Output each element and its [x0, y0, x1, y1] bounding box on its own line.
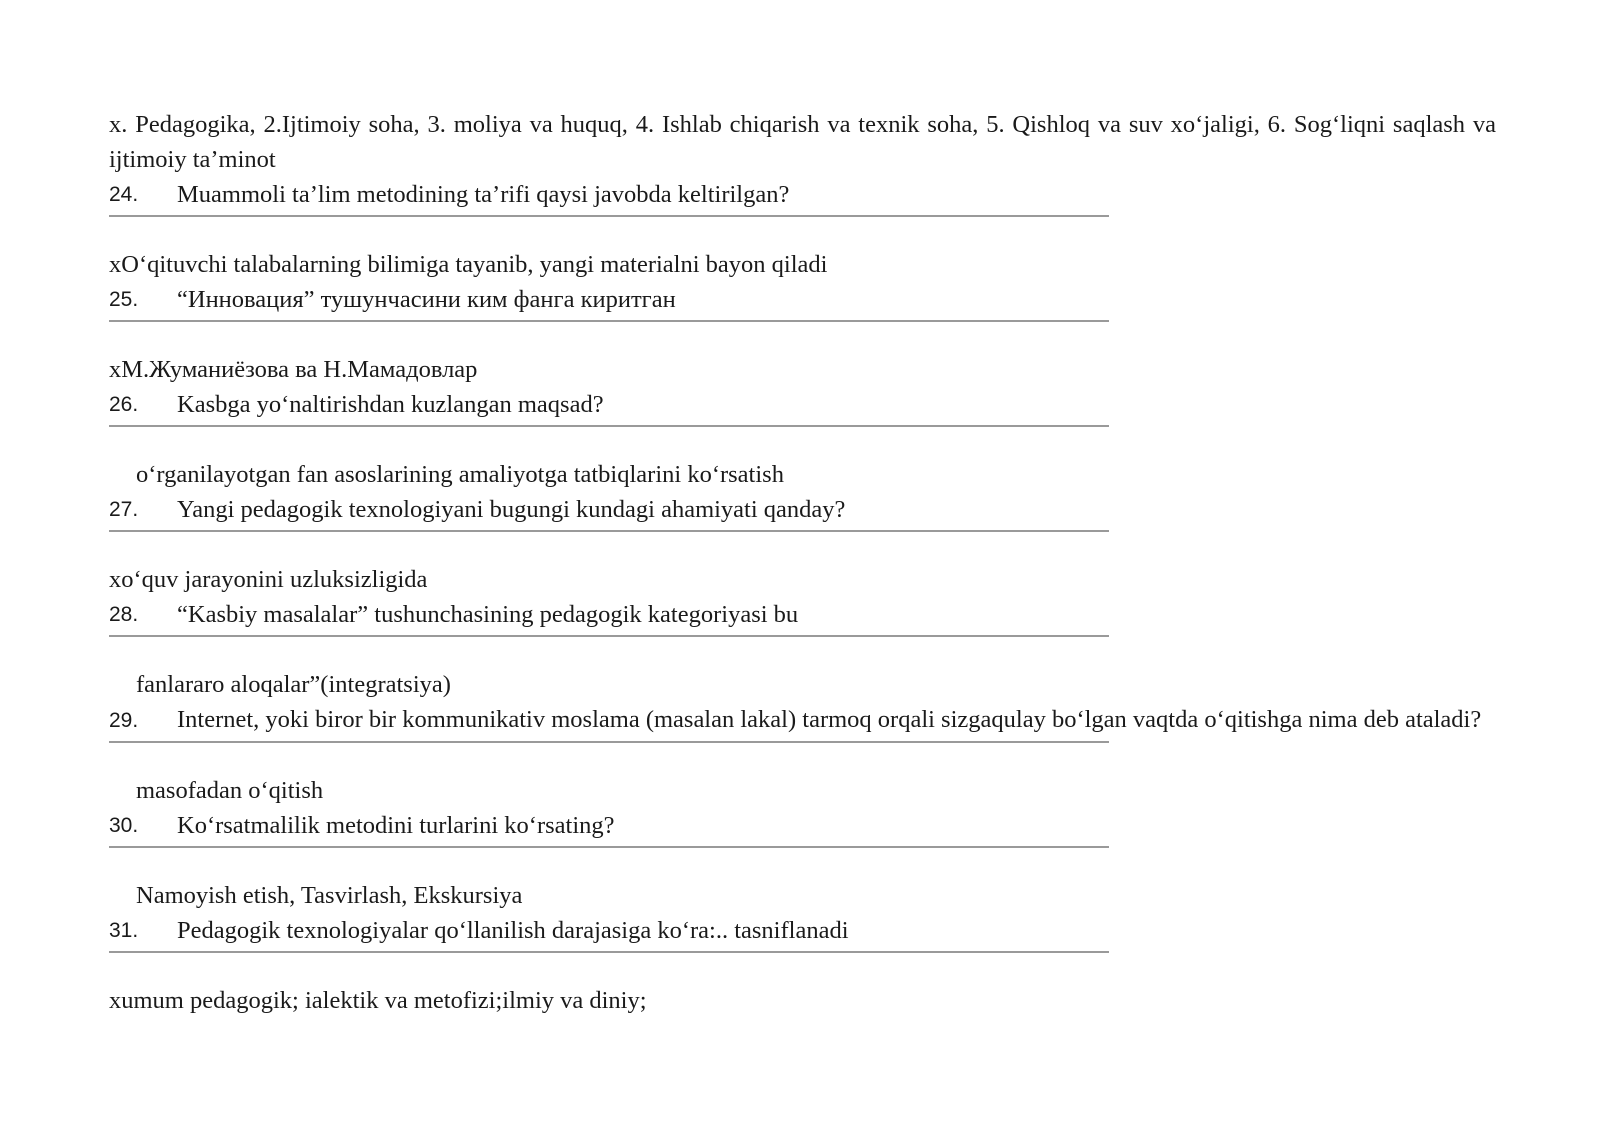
question-text: “Kasbiy masalalar” tushunchasining pedagogik kategoriyasi bu — [177, 601, 799, 628]
question-number: 29. — [109, 709, 139, 732]
question-text: Kasbga yo‘naltirishdan kuzlangan maqsad? — [177, 391, 604, 418]
question-number: 26. — [109, 393, 139, 416]
answer-divider — [109, 215, 1109, 217]
question-text: Ko‘rsatmalilik metodini turlarini ko‘rsating? — [177, 812, 615, 839]
question-text: Yangi pedagogik texnologiyani bugungi kundagi ahamiyati qanday? — [177, 496, 846, 523]
question-number: 28. — [109, 603, 139, 626]
answer-28: fanlararo aloqalar”(integratsiya) — [136, 671, 451, 698]
question-number: 24. — [109, 183, 139, 206]
question-30 — [109, 808, 1496, 843]
answer-24: xO‘qituvchi talabalarning bilimiga tayanib, yangi materialni bayon qiladi — [109, 251, 828, 278]
question-31 — [109, 913, 1496, 948]
question-26 — [109, 387, 1496, 422]
intro-paragraph: x. Pedagogika, 2.Ijtimoiy soha, 3. moliya va huquq, 4. Ishlab chiqarish va texnik soha, 5. Qishloq va suv xo‘jaligi, 6. Sog‘liqni saqlash va ijtimoiy ta’minot — [109, 111, 1496, 173]
document-page — [109, 107, 1496, 1018]
answer-divider — [109, 846, 1109, 848]
answer-26: o‘rganilayotgan fan asoslarining amaliyotga tatbiqlarini ko‘rsatish — [136, 461, 784, 488]
question-text: “Инновация” тушунчасини ким фанга киритган — [177, 286, 676, 313]
answer-31: xumum pedagogik; ialektik va metofizi;ilmiy va diniy; — [109, 987, 647, 1014]
answer-divider — [109, 635, 1109, 637]
answer-30: Namoyish etish, Tasvirlash, Ekskursiya — [136, 882, 523, 909]
question-number: 27. — [109, 498, 139, 521]
question-number: 30. — [109, 814, 139, 837]
question-24 — [109, 177, 1496, 212]
answer-divider — [109, 741, 1109, 743]
question-text: Muammoli ta’lim metodining ta’rifi qaysi javobda keltirilgan? — [177, 181, 790, 208]
question-text: Internet, yoki biror bir kommunikativ moslama (masalan lakal) tarmoq orqali sizgaqulay bo‘lgan vaqtda o‘qitishga nima deb ataladi? — [177, 706, 1482, 733]
answer-divider — [109, 320, 1109, 322]
answer-25: xМ.Жуманиёзова ва Н.Мамадовлар — [109, 356, 478, 383]
answer-27: xo‘quv jarayonini uzluksizligida — [109, 566, 428, 593]
answer-29: masofadan o‘qitish — [136, 777, 324, 804]
question-number: 25. — [109, 288, 139, 311]
question-25 — [109, 282, 1496, 317]
question-text: Pedagogik texnologiyalar qo‘llanilish darajasiga ko‘ra:.. tasniflanadi — [177, 917, 849, 944]
answer-divider — [109, 951, 1109, 953]
question-27 — [109, 492, 1496, 527]
answer-divider — [109, 530, 1109, 532]
question-number: 31. — [109, 919, 139, 942]
question-29 — [109, 702, 1496, 738]
answer-divider — [109, 425, 1109, 427]
question-28 — [109, 597, 1496, 632]
